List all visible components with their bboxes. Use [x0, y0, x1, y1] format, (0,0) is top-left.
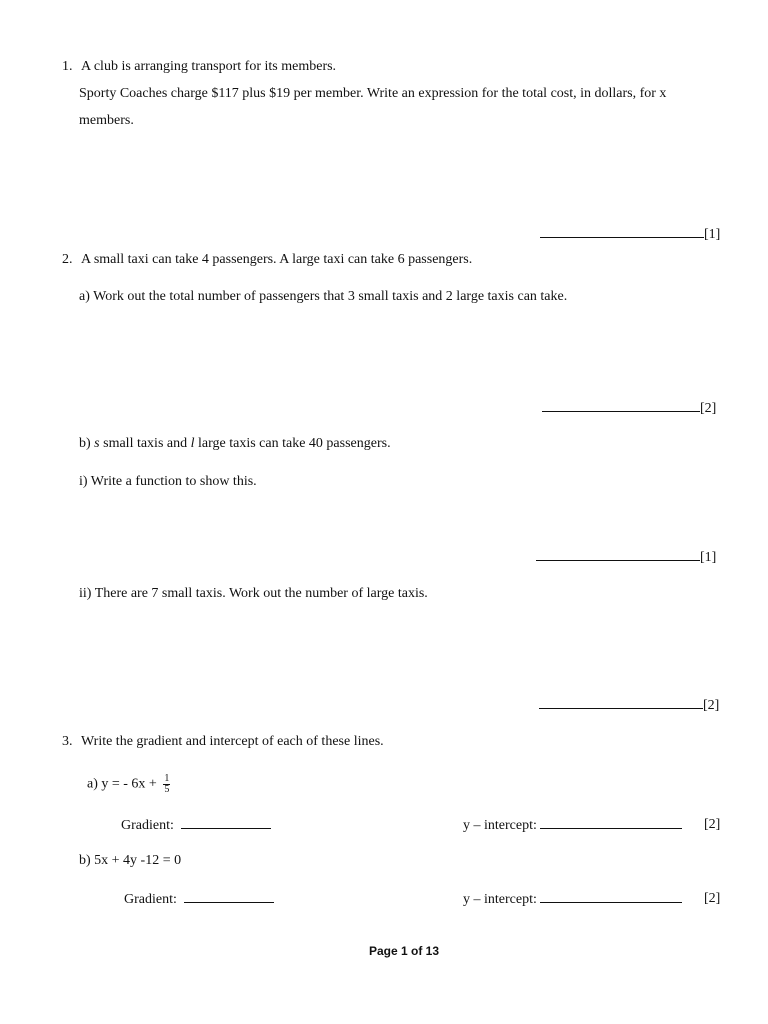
q2bii-text: ii) There are 7 small taxis. Work out the number of large taxis.: [79, 586, 428, 601]
q2bi-text: i) Write a function to show this.: [79, 474, 257, 489]
q2b-mid: small taxis and: [99, 436, 191, 451]
q3a-frac-den: 5: [164, 784, 170, 795]
q3a-frac-num: 1: [164, 773, 170, 784]
q3b-marks: [2]: [704, 891, 721, 906]
q3b-intercept-row: [463, 891, 682, 908]
q3a-gradient-row: [121, 817, 271, 834]
q1-line1: A club is arranging transport for its members.: [81, 59, 337, 74]
q2b-text: [79, 436, 391, 452]
q1-answer-line[interactable]: [540, 226, 720, 243]
q3b-gradient-blank[interactable]: [184, 891, 274, 903]
q3-intro: Write the gradient and intercept of each of these lines.: [81, 734, 384, 749]
q3a-gradient-label: Gradient:: [121, 818, 174, 833]
q2bi-marks: [1]: [700, 550, 717, 565]
q3a-gradient-blank[interactable]: [181, 817, 271, 829]
q2b-var-l: l: [190, 436, 195, 451]
q2b-suffix: large taxis can take 40 passengers.: [194, 436, 391, 451]
q3a-intercept-blank[interactable]: [540, 817, 682, 829]
q3a-intercept-label: y – intercept:: [463, 818, 537, 833]
q3b-gradient-label: Gradient:: [124, 892, 177, 907]
q3-number: 3.: [62, 734, 73, 749]
q2-intro: A small taxi can take 4 passengers. A large taxi can take 6 passengers.: [81, 252, 473, 267]
q3b-gradient-row: [124, 891, 274, 908]
q3a-prefix: a) y = - 6x +: [87, 776, 161, 792]
page-number: Page 1 of 13: [369, 944, 440, 958]
q3b-intercept-label: y – intercept:: [463, 892, 537, 907]
q2bii-answer-line[interactable]: [539, 697, 719, 714]
q2bii-marks: [2]: [703, 698, 720, 713]
q2a-text: a) Work out the total number of passengers that 3 small taxis and 2 large taxis can take.: [79, 289, 568, 304]
q3a-fraction: [163, 774, 170, 795]
q2bii-answer-blank[interactable]: [539, 697, 703, 709]
q2a-answer-blank[interactable]: [542, 400, 700, 412]
q3b-equation: b) 5x + 4y -12 = 0: [79, 853, 182, 868]
q3a-intercept-row: [463, 817, 682, 834]
q1-answer-blank[interactable]: [540, 226, 704, 238]
q2b-prefix: b): [79, 436, 95, 451]
q2-number: 2.: [62, 252, 73, 267]
q2b-var-s: s: [94, 436, 100, 451]
q2a-answer-line[interactable]: [542, 400, 716, 417]
q2a-marks: [2]: [700, 401, 717, 416]
q3a-equation: [87, 774, 170, 795]
q1-line2: Sporty Coaches charge $117 plus $19 per member. Write an expression for the total cost, in dollars, for x: [79, 86, 667, 101]
q1-marks: [1]: [704, 227, 721, 242]
q2bi-answer-blank[interactable]: [536, 549, 700, 561]
q3a-marks: [2]: [704, 817, 721, 832]
q1-line3: members.: [79, 113, 134, 128]
q3b-intercept-blank[interactable]: [540, 891, 682, 903]
q1-number: 1.: [62, 59, 73, 74]
q2bi-answer-line[interactable]: [536, 549, 716, 566]
